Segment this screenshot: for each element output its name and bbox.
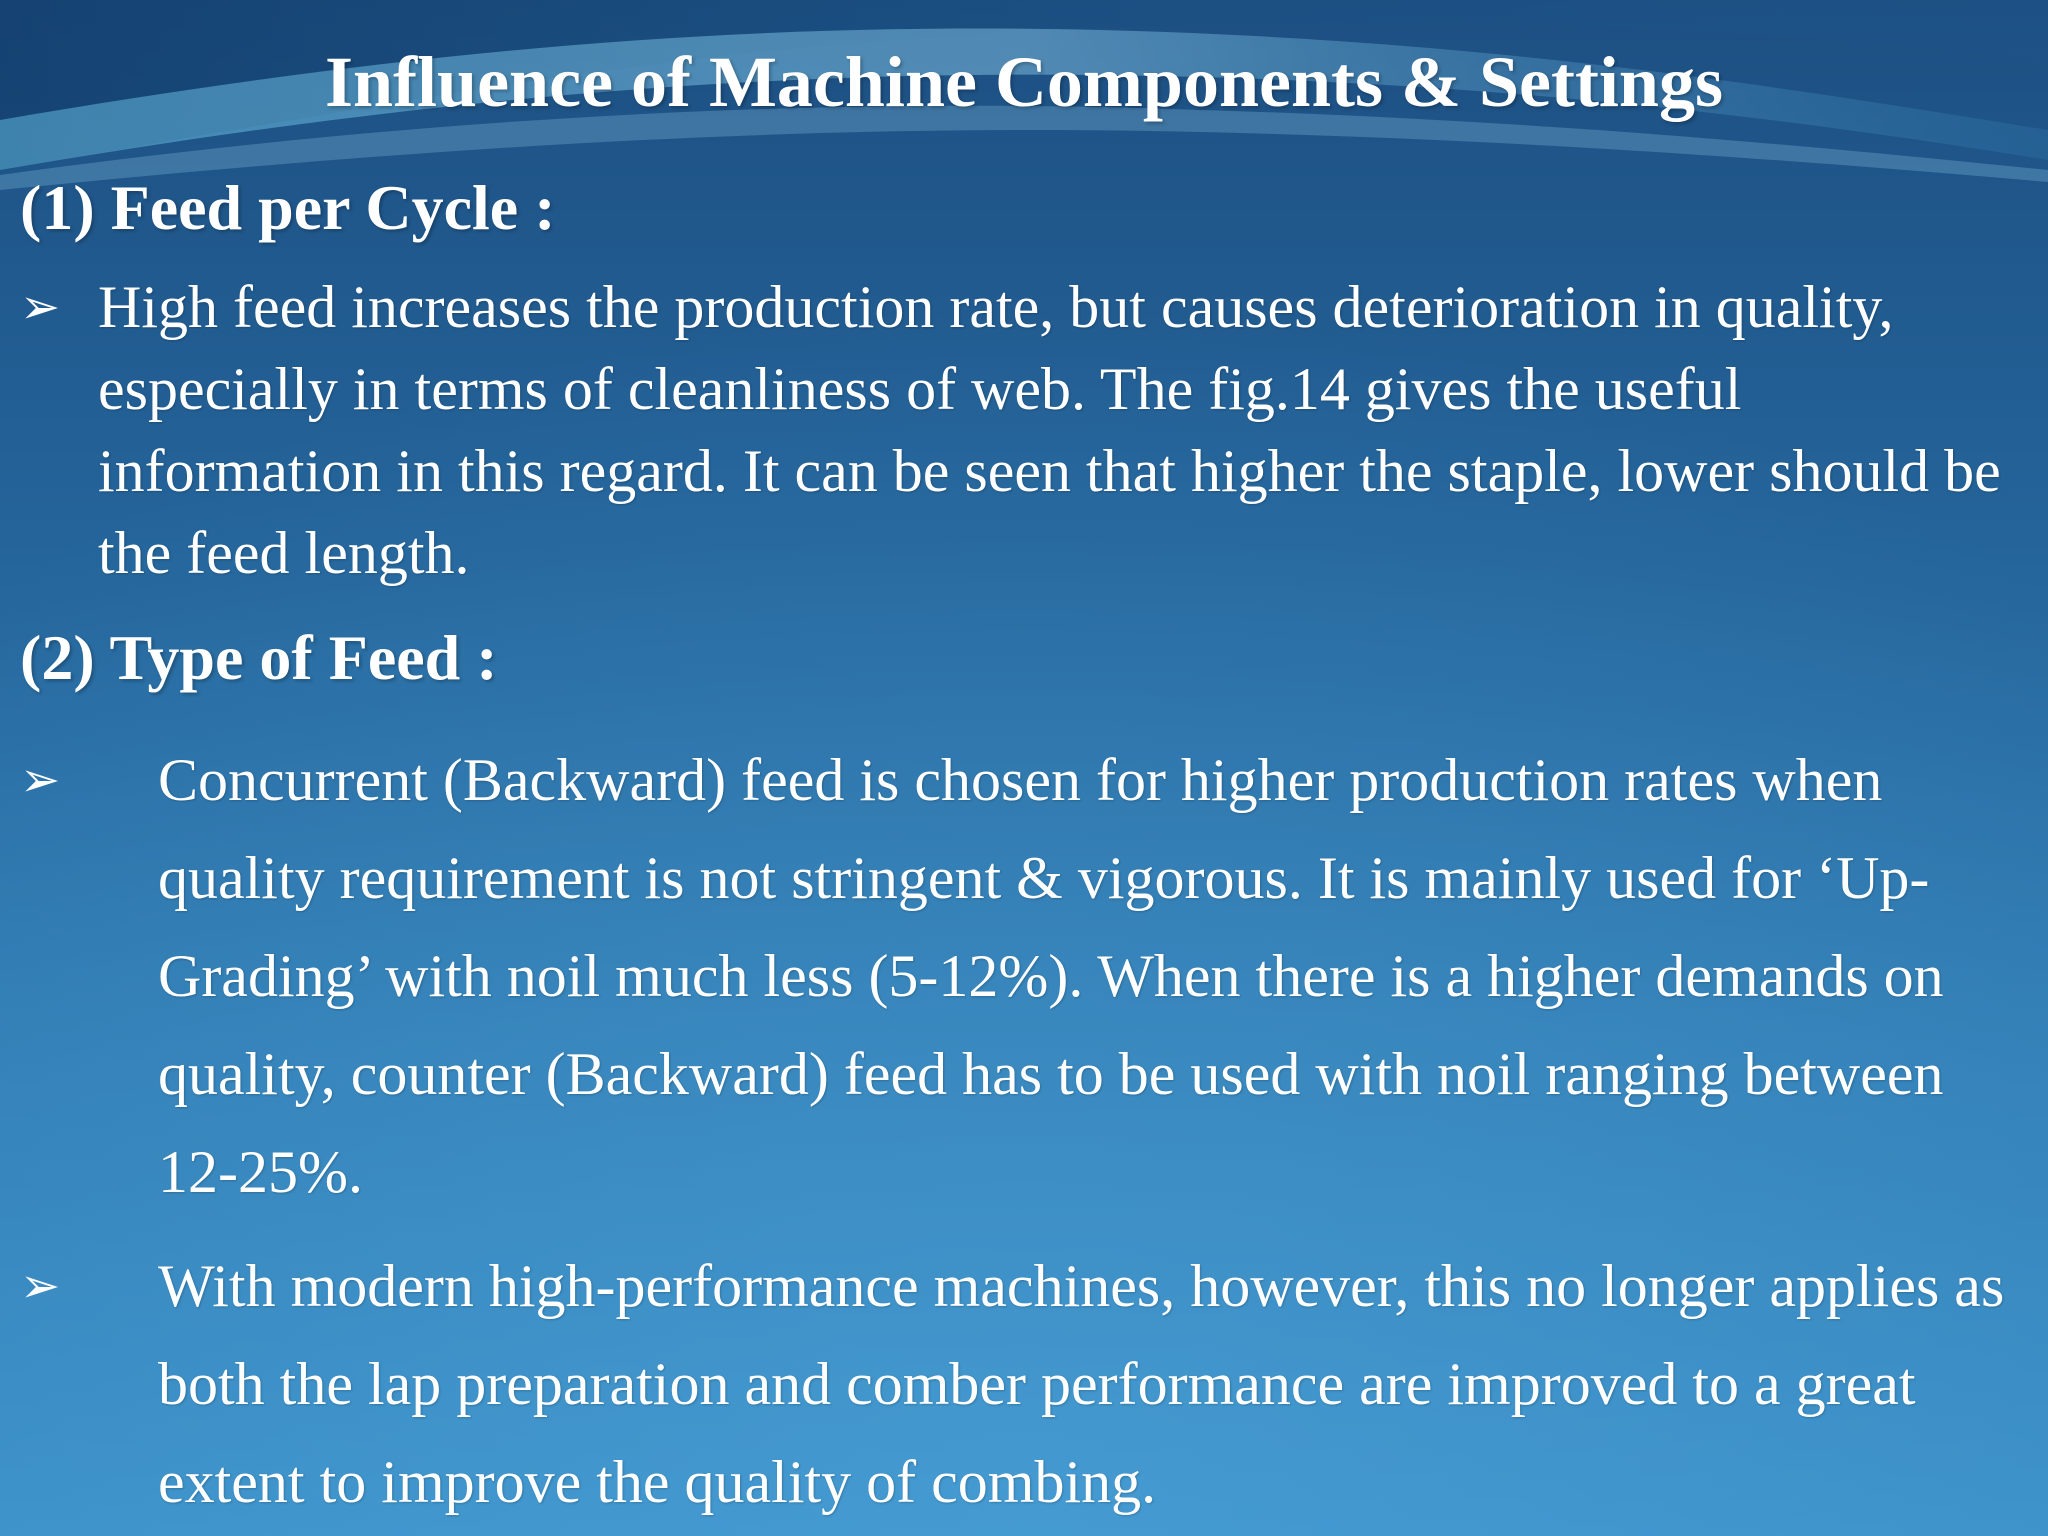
bullet-text: Concurrent (Backward) feed is chosen for higher production rates when quality requirement is not stringent & vigorous. It is mainly used for ‘Up-Grading’ with noil much less (5-12%). When there is a higher demands on quality, counter (Backward) feed has to be used with noil ranging between 12-25%. [158,747,1944,1205]
bullet-item [20,266,2010,594]
bullet-text: With modern high-performance machines, however, this no longer applies as both the lap preparation and comber performance are improved to a great extent to improve the quality of combing. [158,1253,2005,1515]
bullet-text: High feed increases the production rate, but causes deterioration in quality, especially in terms of cleanliness of web. The fig.14 gives the useful information in this regard. It can be seen that higher the staple, lower should be the feed length. [98,274,2001,586]
slide-title: Influence of Machine Components & Settings [325,42,1723,122]
arrow-bullet-icon: ➢ [20,279,61,335]
bullet-item [20,731,2030,1221]
section-heading-feed-per-cycle: (1) Feed per Cycle : [20,172,556,243]
arrow-bullet-icon: ➢ [20,1258,61,1314]
bullet-item [20,1237,2030,1531]
section-heading-type-of-feed: (2) Type of Feed : [20,622,498,693]
arrow-bullet-icon: ➢ [20,752,61,808]
